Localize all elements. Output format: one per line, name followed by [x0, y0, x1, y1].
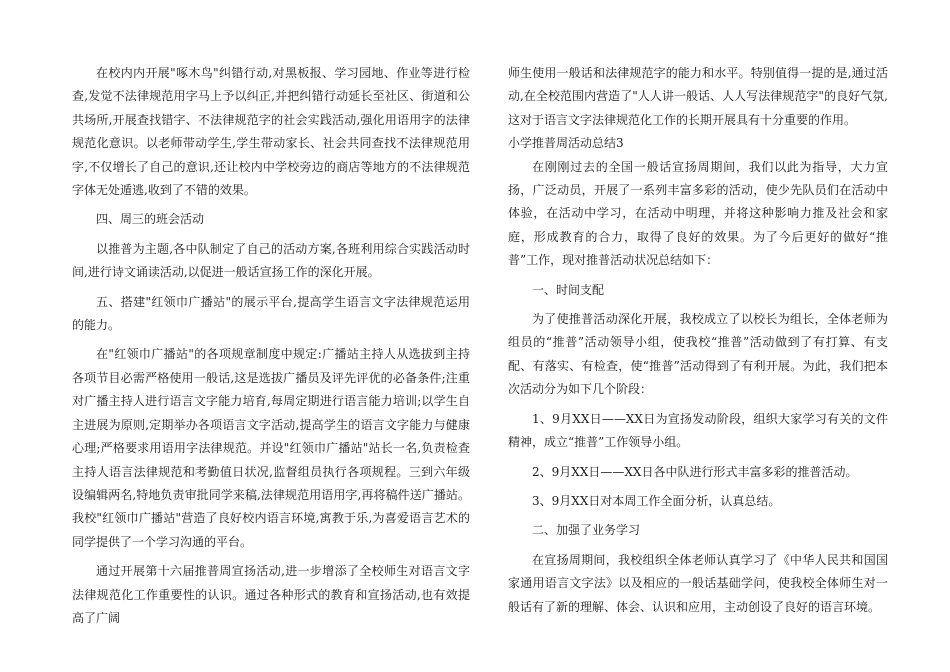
paragraph-leadership-group: 为了使推普活动深化开展，我校成立了以校长为组长，全体老师为组员的“推普”活动领导小组，使我校“推普”活动做到了有打算、有支配、有落实、有检查，使“推普”活动得到了有利开展。为此，我们把本次活动分为如下几个阶段：	[508, 312, 888, 397]
heading-time-arrangement: 一、时间支配	[532, 282, 605, 297]
paragraph-class-meeting: 以推普为主题,各中队制定了自己的活动方案,各班利用综合实践活动时间,进行诗文诵读活动,以促进一般话宣扬工作的深化开展。	[72, 241, 470, 280]
heading-business-study: 二、加强了业务学习	[532, 523, 641, 538]
heading-class-meeting: 四、周三的班会活动	[96, 212, 205, 227]
section-title-summary-3: 小学推普周活动总结3	[508, 136, 624, 151]
list-item-stage-2: 2、9月XX日——XX日各中队进行形式丰富多彩的推普活动。	[532, 464, 858, 479]
paragraph-continuation: 师生使用一般话和法律规范字的能力和水平。特别值得一提的是,通过活动,在全校范围内营造了"人人讲一般话、人人写法律规范字"的良好气氛,这对于语言文字法律规范化工作的长期开展具有十分重要的作用。	[508, 66, 888, 127]
paragraph-woodpecker-action: 在校内内开展"啄木鸟"纠错行动,对黑板报、学习园地、作业等进行检查,发觉不法律规范用字马上予以纠正,并把纠错行动延长至社区、街道和公共场所,开展查找错字、不法律规范字的社会实践活动,强化用语用字的法律规范化意识。以老师带动学生,学生带动家长、社会共同查找不法律规范用字,不仅增长了自己的意识,还让校内中学校旁边的商店等地方的不法律规范字体无处遁逃,收到了不错的效果。	[72, 66, 470, 198]
left-column	[72, 62, 470, 630]
right-column	[508, 62, 888, 619]
heading-radio-station: 五、搭建"红领巾广播站"的展示平台,提高学生语言文字法律规范运用的能力。	[72, 294, 470, 333]
list-item-stage-1: 1、9月XX日——XX日为宣扬发动阶段，组织大家学习有关的文件精神，成立“推普”工作领导小组。	[508, 411, 888, 450]
list-item-stage-3: 3、9月XX日对本周工作全面分析，认真总结。	[532, 493, 781, 508]
paragraph-summary: 通过开展第十六届推普周宣扬活动,进一步增添了全校师生对语言文字法律规范化工作重要性的认识。通过各种形式的教育和宣扬活动,也有效提高了广阔	[72, 564, 470, 625]
paragraph-business-study: 在宣扬周期间，我校组织全体老师认真学习了《中华人民共和国国家通用语言文字法》以及相应的一般话基础学问，使我校全体师生对一般话有了新的理解、体会、认识和应用，主动创设了良好的语言环境。	[508, 552, 888, 614]
paragraph-radio-station: 在"红领巾广播站"的各项规章制度中规定:广播站主持人从选拔到主持各项节目必需严格使用一般话,这是选拔广播员及评先评优的必备条件;注重对广播主持人进行语言文字能力培育,每周定期进行语言能力培训;以学生自主进展为原则,定期举办各项语言文字活动,提高学生的语言文字能力与健康心理;严格要求用语用字法律规范。并设"红领巾广播站"站长一名,负责检查主持人语言法律规范和考勤值日状况,监督组员执行各项规程。三到六年级设编辑两名,特地负责审批同学来稿,法律规范用语用字,再将稿件送广播站。我校"红领巾广播站"营造了良好校内语言环境,寓教于乐,为喜爱语言艺术的同学提供了一个学习沟通的平台。	[72, 347, 470, 549]
paragraph-intro: 在刚刚过去的全国一般话宣扬周期间，我们以此为指导，大力宣扬，广泛动员，开展了一系列丰富多彩的活动，使少先队员们在活动中体验，在活动中学习，在活动中明理，并将这种影响力推及社会和家庭，形成教育的合力，取得了良好的效果。为了今后更好的做好“推普”工作，现对推普活动状况总结如下：	[508, 159, 888, 268]
